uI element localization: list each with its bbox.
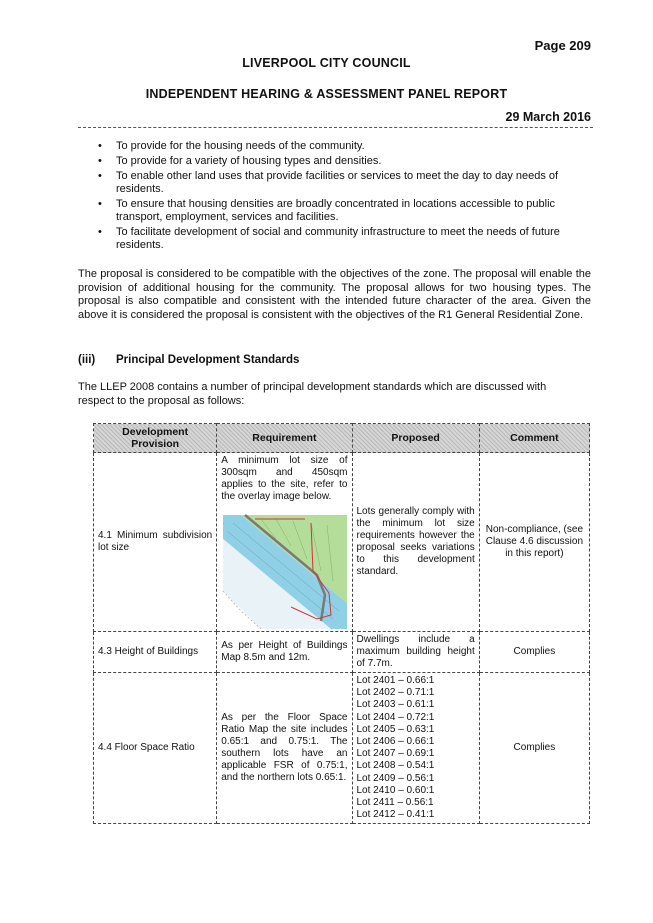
cell-comment: Complies xyxy=(479,632,589,673)
cell-requirement: As per Height of Buildings Map 8.5m and 12m. xyxy=(217,632,352,673)
lot-fsr: Lot 2411 – 0.56:1 xyxy=(356,797,434,809)
section-title: Principal Development Standards xyxy=(116,354,300,366)
lot-fsr: Lot 2407 – 0.69:1 xyxy=(356,748,435,760)
list-item: • To ensure that housing densities are broadly concentrated in locations accessible to public transport, employment, services and facilities. xyxy=(98,198,556,223)
report-title: INDEPENDENT HEARING & ASSESSMENT PANEL REPORT xyxy=(145,87,508,101)
lot-fsr: Lot 2410 – 0.60:1 xyxy=(356,784,435,796)
bullet-icon: • xyxy=(98,155,102,167)
cell-proposed xyxy=(352,673,479,824)
header-proposed: Proposed xyxy=(352,424,479,453)
council-name: LIVERPOOL CITY COUNCIL xyxy=(242,56,411,70)
cell-requirement: As per the Floor Space Ratio Map the site includes 0.65:1 and 0.75:1. The southern lots have an applicable FSR of 0.75:1, and the northern lots 0.65:1. xyxy=(217,673,352,824)
list-item: • To provide for a variety of housing types and densities. xyxy=(98,155,382,167)
lot-fsr: Lot 2409 – 0.56:1 xyxy=(356,772,435,784)
cell-provision: 4.1 Minimum subdivision lot size xyxy=(94,453,217,632)
cell-provision: 4.3 Height of Buildings xyxy=(94,632,217,673)
section-heading xyxy=(78,354,299,366)
header-divider xyxy=(78,127,593,128)
lot-fsr: Lot 2403 – 0.61:1 xyxy=(356,699,435,711)
table-header-row xyxy=(94,424,590,453)
lot-fsr: Lot 2408 – 0.54:1 xyxy=(356,760,435,772)
report-date: 29 March 2016 xyxy=(505,110,591,124)
header-requirement: Requirement xyxy=(217,424,352,453)
list-item: • To provide for the housing needs of the community. xyxy=(98,140,365,152)
bullet-icon: • xyxy=(98,198,102,210)
bullet-icon: • xyxy=(98,170,102,182)
page-number: Page 209 xyxy=(534,38,591,53)
section-intro: The LLEP 2008 contains a number of principal development standards which are discussed with respect to the proposal as follows: xyxy=(78,381,547,407)
list-item: • To enable other land uses that provide facilities or services to meet the day to day needs of residents. xyxy=(98,170,559,195)
lot-fsr: Lot 2401 – 0.66:1 xyxy=(356,675,435,686)
cell-provision: 4.4 Floor Space Ratio xyxy=(94,673,217,824)
lot-size-overlay-map xyxy=(221,511,347,629)
section-number: (iii) xyxy=(78,354,96,366)
lot-fsr: Lot 2402 – 0.71:1 xyxy=(356,687,435,699)
header-provision: Development Provision xyxy=(94,424,217,453)
compatibility-paragraph: The proposal is considered to be compatible with the objectives of the zone. The proposal will enable the provision of additional housing for the community. The proposal allows for two housing types. The proposal is also compatible and consistent with the intended future character of the area. Given the above it is considered the proposal is consistent with the objectives of the R1 General Residential Zone. xyxy=(78,268,591,321)
table-row xyxy=(94,453,590,632)
list-item: • To facilitate development of social and community infrastructure to meet the needs of future residents. xyxy=(98,226,560,251)
cell-proposed: Lots generally comply with the minimum lot size requirements however the proposal seeks variations to this development standard. xyxy=(352,453,479,632)
lot-fsr: Lot 2406 – 0.66:1 xyxy=(356,736,435,748)
lot-fsr: Lot 2412 – 0.41:1 xyxy=(356,809,435,821)
requirement-text: A minimum lot size of 300sqm and 450sqm applies to the site, refer to the overlay image below. xyxy=(221,455,348,502)
cell-requirement xyxy=(217,453,352,632)
bullet-icon: • xyxy=(98,226,102,238)
bullet-icon: • xyxy=(98,140,102,152)
header-comment: Comment xyxy=(479,424,589,453)
development-standards-table xyxy=(93,423,590,824)
lot-fsr: Lot 2405 – 0.63:1 xyxy=(356,723,435,735)
cell-comment: Non-compliance, (see Clause 4.6 discussion in this report) xyxy=(479,453,589,632)
cell-proposed: Dwellings include a maximum building height of 7.7m. xyxy=(352,632,479,673)
lot-fsr: Lot 2404 – 0.72:1 xyxy=(356,711,435,723)
table-row xyxy=(94,673,590,824)
cell-comment: Complies xyxy=(479,673,589,824)
table-row xyxy=(94,632,590,673)
zone-objectives-list xyxy=(78,140,593,254)
